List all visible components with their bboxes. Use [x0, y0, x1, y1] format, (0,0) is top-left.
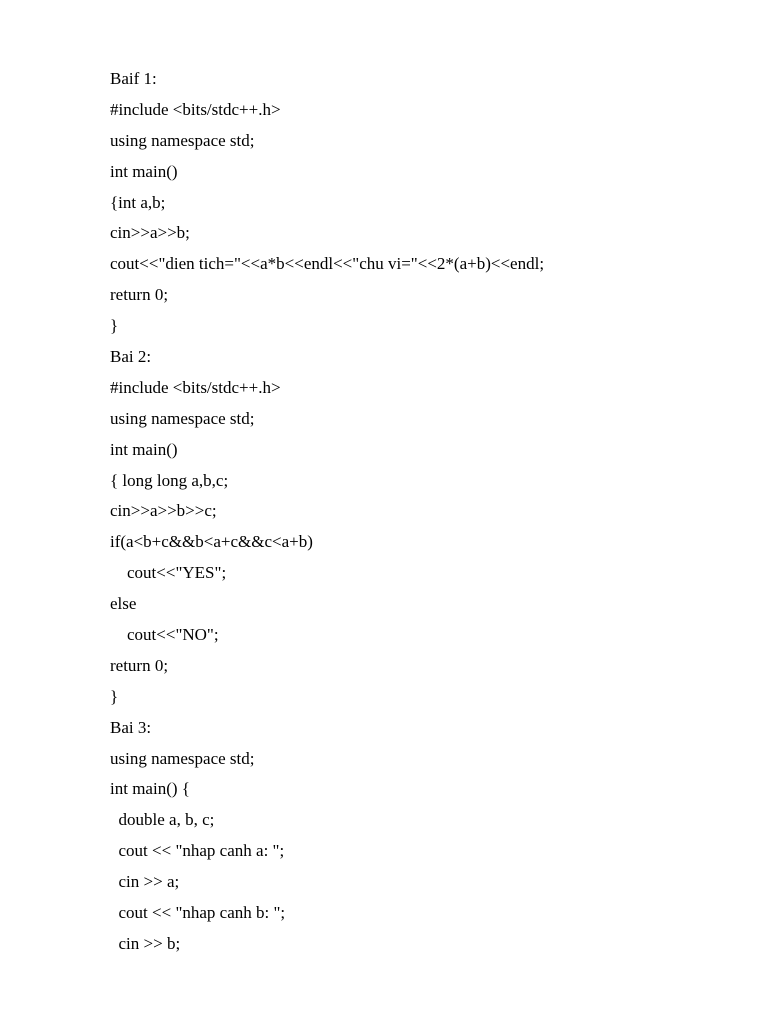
code-line: }: [110, 686, 119, 706]
code-line: return 0;: [110, 285, 169, 305]
code-line: return 0;: [110, 655, 169, 675]
code-line: cin >> a;: [110, 872, 180, 892]
code-line: else: [110, 594, 137, 614]
code-line: cout<<"NO";: [110, 625, 219, 645]
document-body: [110, 64, 730, 960]
heading-bai-2: Bai 2:: [110, 347, 152, 367]
code-line: #include <bits/stdc++.h>: [110, 377, 281, 397]
code-line: cin>>a>>b>>c;: [110, 501, 217, 521]
code-line: cout << "nhap canh b: ";: [110, 903, 286, 923]
code-line: using namespace std;: [110, 130, 255, 150]
heading-bai-3: Bai 3:: [110, 717, 152, 737]
code-line: cout << "nhap canh a: ";: [110, 841, 285, 861]
code-line: int main() {: [110, 779, 190, 799]
code-line: cin >> b;: [110, 933, 181, 953]
code-line: cout<<"YES";: [110, 563, 227, 583]
code-line: {int a,b;: [110, 192, 166, 212]
code-line: if(a<b+c&&b<a+c&&c<a+b): [110, 532, 313, 552]
code-line: }: [110, 316, 119, 336]
code-line: int main(): [110, 161, 178, 181]
code-line: { long long a,b,c;: [110, 470, 229, 490]
code-line: double a, b, c;: [110, 810, 215, 830]
code-line: cin>>a>>b;: [110, 223, 190, 243]
code-line: using namespace std;: [110, 408, 255, 428]
heading-bai-1: Baif 1:: [110, 69, 157, 88]
code-line: cout<<"dien tich="<<a*b<<endl<<"chu vi="<<2*(a+b)<<endl;: [110, 254, 545, 274]
code-line: #include <bits/stdc++.h>: [110, 99, 281, 119]
code-line: int main(): [110, 439, 178, 459]
code-line: using namespace std;: [110, 748, 255, 768]
